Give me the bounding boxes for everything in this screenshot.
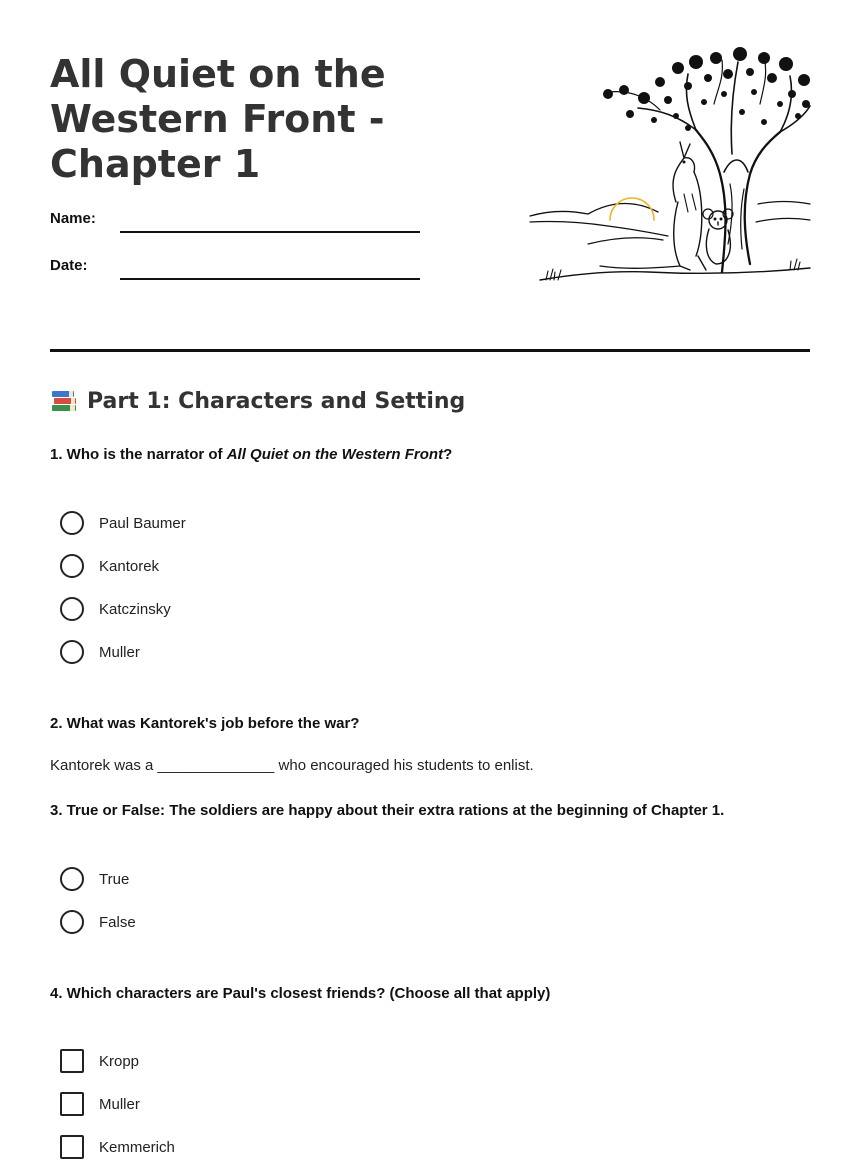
date-label: Date: <box>50 257 88 274</box>
name-field[interactable] <box>120 231 420 233</box>
option-label: False <box>99 913 136 931</box>
option-label: Muller <box>99 1095 140 1113</box>
question-2: 2. What was Kantorek's job before the war? <box>50 715 360 732</box>
divider <box>50 349 810 352</box>
option-label: Kropp <box>99 1052 140 1070</box>
option-label: Muller <box>99 643 140 661</box>
q1-option-kantorek[interactable] <box>60 554 159 578</box>
question-4: 4. Which characters are Paul's closest friends? (Choose all that apply) <box>50 985 551 1002</box>
question-1-prefix: 1. Who is the narrator of <box>50 446 227 463</box>
radio-button[interactable] <box>60 910 84 934</box>
q1-option-katczinsky[interactable] <box>60 597 171 621</box>
q3-option-false[interactable] <box>60 910 136 934</box>
question-1 <box>50 446 452 463</box>
q1-option-muller[interactable] <box>60 640 140 664</box>
option-label: Paul Baumer <box>99 514 186 532</box>
q3-option-true[interactable] <box>60 867 129 891</box>
q4-option-muller[interactable] <box>60 1092 140 1116</box>
option-label: True <box>99 870 130 888</box>
books-icon <box>50 388 78 414</box>
question-1-suffix: ? <box>443 446 453 463</box>
section-heading <box>50 388 465 414</box>
name-label: Name: <box>50 210 96 227</box>
radio-button[interactable] <box>60 511 84 535</box>
q1-option-paul-baumer[interactable] <box>60 511 186 535</box>
fill-in-blank: Kantorek was a ______________ who encouraged his students to enlist. <box>50 757 534 774</box>
option-label: Kemmerich <box>99 1138 175 1156</box>
date-field[interactable] <box>120 278 420 280</box>
radio-button[interactable] <box>60 867 84 891</box>
radio-button[interactable] <box>60 554 84 578</box>
checkbox[interactable] <box>60 1049 84 1073</box>
page-title: All Quiet on the Western Front - Chapter 1 <box>50 52 386 186</box>
radio-button[interactable] <box>60 597 84 621</box>
q4-option-kropp[interactable] <box>60 1049 139 1073</box>
checkbox[interactable] <box>60 1135 84 1159</box>
option-label: Kantorek <box>99 557 160 575</box>
tree-kangaroo-koala-illustration <box>528 44 812 284</box>
book-title: All Quiet on the Western Front <box>226 446 444 463</box>
question-3: 3. True or False: The soldiers are happy about their extra rations at the beginning of Chapter 1. <box>50 802 725 819</box>
q4-option-kemmerich[interactable] <box>60 1135 175 1159</box>
radio-button[interactable] <box>60 640 84 664</box>
checkbox[interactable] <box>60 1092 84 1116</box>
section-title: Part 1: Characters and Setting <box>87 388 466 414</box>
option-label: Katczinsky <box>99 600 171 618</box>
